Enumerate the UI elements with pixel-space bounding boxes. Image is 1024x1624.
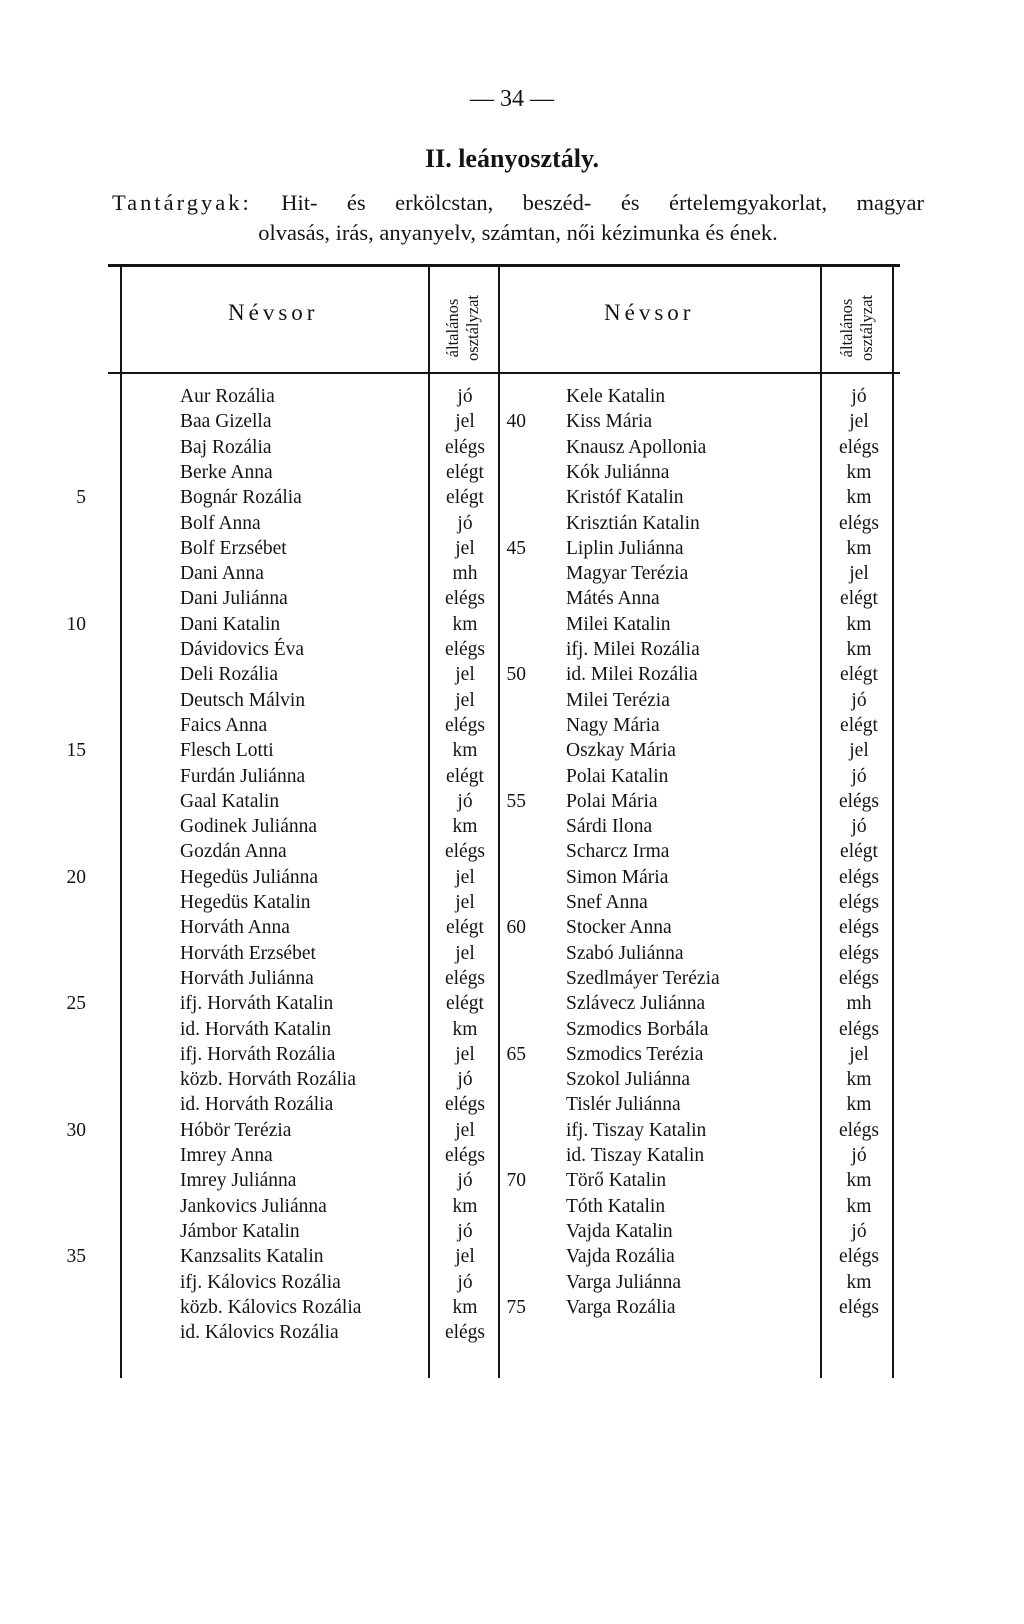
grade-value: jó — [457, 1271, 473, 1293]
table-row — [120, 1168, 896, 1193]
grade-value: jó — [457, 790, 473, 812]
grade-value: elégs — [838, 790, 880, 812]
table-row — [120, 1194, 896, 1219]
subjects-text-1: Hit- és erkölcstan, beszéd- és értelemgyakorlat, magyar — [281, 190, 925, 215]
header-grade-left-line-2: osztályzat — [463, 295, 482, 361]
grade-value: jó — [457, 386, 473, 407]
grade-value: jó — [457, 512, 473, 534]
student-name: közb. Kálovics Rozália — [180, 1296, 362, 1318]
table-row — [120, 713, 896, 738]
student-name: Furdán Juliánna — [180, 765, 306, 787]
class-title: II. leányosztály. — [424, 144, 600, 173]
student-name: Törő Katalin — [566, 1170, 667, 1192]
row-number: 60 — [506, 917, 526, 939]
grade-value: jel — [455, 1043, 475, 1065]
student-name: Liplin Juliánna — [566, 537, 684, 559]
grade-value: elégs — [838, 1119, 880, 1141]
grades-table — [66, 264, 896, 1378]
student-name: id. Tiszay Katalin — [566, 1145, 705, 1166]
student-name: Dani Juliánna — [180, 588, 288, 610]
table-row — [120, 384, 896, 409]
grade-value: elégs — [444, 436, 486, 458]
header-grade-right-line-2: osztályzat — [857, 295, 876, 361]
table-row — [120, 814, 896, 839]
table-row — [120, 738, 896, 763]
grade-value: elégs — [444, 1094, 486, 1116]
student-name: Dani Katalin — [180, 613, 281, 635]
header-grade-left — [443, 271, 483, 385]
student-name: ifj. Horváth Katalin — [180, 993, 334, 1015]
grade-value: jel — [849, 1043, 869, 1065]
subjects-line-1 — [112, 188, 924, 218]
top-rule — [108, 264, 900, 267]
grade-value: elégs — [838, 512, 880, 534]
row-number: 65 — [506, 1043, 526, 1065]
student-name: Tóth Katalin — [566, 1195, 666, 1217]
page-number: — 34 — — [470, 86, 554, 112]
table-row — [120, 561, 896, 586]
grade-value: elégt — [840, 588, 878, 610]
grade-value: jel — [455, 1246, 475, 1268]
grade-value: km — [846, 613, 872, 635]
grade-value: km — [452, 740, 478, 762]
table-row — [120, 485, 896, 510]
student-name: Szedlmáyer Terézia — [566, 967, 720, 989]
grade-value: elégs — [444, 1322, 486, 1344]
grade-value: km — [452, 816, 478, 838]
grade-value: jel — [849, 563, 869, 585]
student-name: Flesch Lotti — [180, 740, 274, 762]
table-row — [120, 688, 896, 713]
grade-value: jó — [851, 689, 867, 711]
student-name: Godinek Juliánna — [180, 816, 318, 838]
student-name: Jankovics Juliánna — [180, 1195, 327, 1217]
student-name: Bolf Anna — [180, 512, 261, 534]
student-name: Szokol Juliánna — [566, 1069, 691, 1091]
student-name: ifj. Horváth Rozália — [180, 1043, 336, 1065]
table-row — [120, 460, 896, 485]
grade-value: jó — [457, 1170, 473, 1192]
student-name: Sárdi Ilona — [566, 816, 653, 838]
table-row — [120, 1295, 896, 1320]
row-number: 70 — [506, 1170, 526, 1192]
student-name: Nagy Mária — [566, 714, 660, 736]
grade-value: elégs — [838, 892, 880, 913]
grade-value: elégs — [444, 588, 486, 610]
student-name: ifj. Kálovics Rozália — [180, 1271, 341, 1293]
student-name: Kanzsalits Katalin — [180, 1246, 324, 1268]
table-row — [120, 1320, 896, 1345]
student-name: Kele Katalin — [566, 386, 666, 407]
table-row — [120, 890, 896, 915]
grade-value: km — [452, 613, 478, 635]
grade-value: jó — [851, 1220, 867, 1242]
student-name: Imrey Anna — [180, 1145, 273, 1166]
student-name: Hegedüs Katalin — [180, 892, 311, 913]
row-number: 15 — [66, 740, 86, 762]
student-name: Kristóf Katalin — [566, 487, 684, 509]
student-name: id. Kálovics Rozália — [180, 1322, 339, 1344]
grade-value: km — [846, 537, 872, 559]
grade-value: jel — [455, 689, 475, 711]
grade-value: elégs — [444, 714, 486, 736]
student-name: Szabó Juliánna — [566, 942, 684, 964]
grade-value: elégt — [840, 841, 878, 863]
grade-value: elégs — [838, 436, 880, 458]
student-name: Knausz Apollonia — [566, 436, 707, 458]
grade-value: mh — [452, 563, 478, 585]
table-row — [120, 662, 896, 687]
row-number: 5 — [76, 487, 86, 509]
grade-value: jel — [455, 1119, 475, 1141]
student-name: Vajda Rozália — [566, 1246, 675, 1268]
table-row — [120, 1067, 896, 1092]
student-name: Polai Katalin — [566, 765, 669, 787]
grade-value: elégt — [446, 993, 484, 1015]
grade-value: jel — [455, 866, 475, 888]
student-name: Hegedüs Juliánna — [180, 866, 319, 888]
grade-value: jó — [457, 1069, 473, 1091]
row-number: 40 — [506, 411, 526, 433]
table-row — [120, 1017, 896, 1042]
student-name: Varga Juliánna — [566, 1271, 681, 1293]
student-name: Vajda Katalin — [566, 1220, 673, 1242]
student-name: Kók Juliánna — [566, 461, 670, 483]
row-number: 25 — [66, 993, 86, 1015]
student-name: Baa Gizella — [180, 411, 272, 433]
table-row — [120, 1143, 896, 1168]
student-name: Faics Anna — [180, 714, 268, 736]
student-name: Simon Mária — [566, 866, 669, 888]
grade-value: elégs — [444, 841, 486, 863]
table-row — [120, 991, 896, 1016]
student-name: Stocker Anna — [566, 917, 672, 939]
table-row — [120, 536, 896, 561]
grade-value: elégs — [838, 1246, 880, 1268]
grade-value: jel — [455, 537, 475, 559]
student-name: Dávidovics Éva — [180, 639, 305, 660]
student-name: Bognár Rozália — [180, 487, 302, 509]
student-name: Deli Rozália — [180, 664, 279, 686]
student-name: Aur Rozália — [180, 386, 275, 407]
table-row — [120, 1042, 896, 1067]
student-name: id. Horváth Katalin — [180, 1018, 332, 1040]
grade-value: jó — [851, 1145, 867, 1166]
student-name: Baj Rozália — [180, 436, 272, 458]
student-name: Magyar Terézia — [566, 563, 689, 585]
grade-value: elégs — [444, 967, 486, 989]
student-name: Horváth Juliánna — [180, 967, 314, 989]
table-row — [120, 1219, 896, 1244]
student-name: Horváth Anna — [180, 917, 290, 939]
grade-value: km — [846, 1195, 872, 1217]
grade-value: elégs — [838, 1018, 880, 1040]
grade-value: km — [846, 1271, 872, 1293]
grade-value: km — [846, 1170, 872, 1192]
table-row — [120, 966, 896, 991]
header-rule — [108, 372, 900, 374]
table-row — [120, 764, 896, 789]
table-row — [120, 1092, 896, 1117]
student-name: közb. Horváth Rozália — [180, 1069, 356, 1091]
row-number: 10 — [66, 613, 86, 635]
grade-value: elégt — [446, 917, 484, 939]
student-name: Bolf Erzsébet — [180, 537, 287, 559]
student-name: Hóbör Terézia — [180, 1119, 292, 1141]
student-name: Gozdán Anna — [180, 841, 287, 863]
grade-value: elégs — [838, 1296, 880, 1318]
student-name: Milei Katalin — [566, 613, 671, 635]
row-number: 75 — [506, 1296, 526, 1318]
student-name: Berke Anna — [180, 461, 273, 483]
table-row — [120, 612, 896, 637]
student-name: Dani Anna — [180, 563, 264, 585]
table-row — [120, 1244, 896, 1269]
grade-value: elégt — [446, 765, 484, 787]
grade-value: elégs — [444, 639, 486, 660]
table-row — [120, 941, 896, 966]
student-name: Varga Rozália — [566, 1296, 676, 1318]
table-row — [120, 839, 896, 864]
header-grade-right — [837, 271, 877, 385]
header-grade-left-line-1: általános — [443, 298, 462, 358]
student-name: Imrey Juliánna — [180, 1170, 297, 1192]
grade-value: elégt — [840, 664, 878, 686]
grade-value: jó — [851, 386, 867, 407]
student-name: Jámbor Katalin — [180, 1220, 300, 1242]
row-number: 35 — [66, 1246, 86, 1268]
table-row — [120, 865, 896, 890]
grade-value: elégs — [838, 942, 880, 964]
row-number: 30 — [66, 1119, 86, 1141]
subjects-label: Tantárgyak: — [112, 190, 252, 215]
student-name: Snef Anna — [566, 892, 648, 913]
grade-value: elégs — [444, 1145, 486, 1166]
student-name: ifj. Tiszay Katalin — [566, 1119, 707, 1141]
grade-value: jel — [455, 664, 475, 686]
grade-value: km — [846, 487, 872, 509]
grade-value: elégt — [840, 714, 878, 736]
grade-value: elégs — [838, 866, 880, 888]
row-number: 55 — [506, 790, 526, 812]
grade-value: elégs — [838, 967, 880, 989]
student-name: Szmodics Terézia — [566, 1043, 704, 1065]
grade-value: km — [846, 1069, 872, 1091]
table-row — [120, 409, 896, 434]
student-name: Horváth Erzsébet — [180, 942, 316, 964]
grade-value: mh — [846, 993, 872, 1015]
grade-value: jó — [851, 816, 867, 838]
row-number: 20 — [66, 866, 86, 888]
grade-value: km — [846, 639, 872, 660]
table-row — [120, 435, 896, 460]
student-name: Szmodics Borbála — [566, 1018, 709, 1040]
subjects-paragraph — [112, 188, 924, 248]
student-name: ifj. Milei Rozália — [566, 639, 700, 660]
grade-value: km — [846, 461, 872, 483]
grade-value: km — [452, 1018, 478, 1040]
grade-value: jel — [849, 411, 869, 433]
grade-value: elégt — [446, 487, 484, 509]
grade-value: elégs — [838, 917, 880, 939]
grade-value: elégt — [446, 461, 484, 483]
subjects-line-2: olvasás, irás, anyanyelv, számtan, női kézimunka és ének. — [258, 220, 778, 245]
grade-value: jel — [455, 892, 475, 913]
student-name: Deutsch Málvin — [180, 689, 306, 711]
student-name: id. Milei Rozália — [566, 664, 698, 686]
grade-value: jel — [455, 411, 475, 433]
student-name: id. Horváth Rozália — [180, 1094, 334, 1116]
table-row — [120, 1270, 896, 1295]
grade-value: jel — [849, 740, 869, 762]
student-name: Tislér Juliánna — [566, 1094, 681, 1116]
header-grade-right-line-1: általános — [837, 298, 856, 358]
student-name: Milei Terézia — [566, 689, 670, 711]
row-number: 45 — [506, 537, 526, 559]
table-row — [120, 637, 896, 662]
row-number: 50 — [506, 664, 526, 686]
student-name: Polai Mária — [566, 790, 658, 812]
table-row — [120, 1118, 896, 1143]
table-row — [120, 915, 896, 940]
grade-value: km — [846, 1094, 872, 1116]
grade-value: jó — [851, 765, 867, 787]
table-row — [120, 789, 896, 814]
table-row — [120, 586, 896, 611]
grade-value: jó — [457, 1220, 473, 1242]
student-name: Gaal Katalin — [180, 790, 280, 812]
student-name: Oszkay Mária — [566, 740, 676, 762]
student-name: Kiss Mária — [566, 411, 653, 433]
header-name-left: Névsor — [228, 300, 319, 325]
student-name: Szlávecz Juliánna — [566, 993, 706, 1015]
grade-value: jel — [455, 942, 475, 964]
grade-value: km — [452, 1195, 478, 1217]
student-name: Scharcz Irma — [566, 841, 670, 863]
student-name: Mátés Anna — [566, 588, 660, 610]
grade-value: km — [452, 1296, 478, 1318]
table-row — [120, 511, 896, 536]
student-name: Krisztián Katalin — [566, 512, 700, 534]
header-name-right: Névsor — [604, 300, 695, 325]
